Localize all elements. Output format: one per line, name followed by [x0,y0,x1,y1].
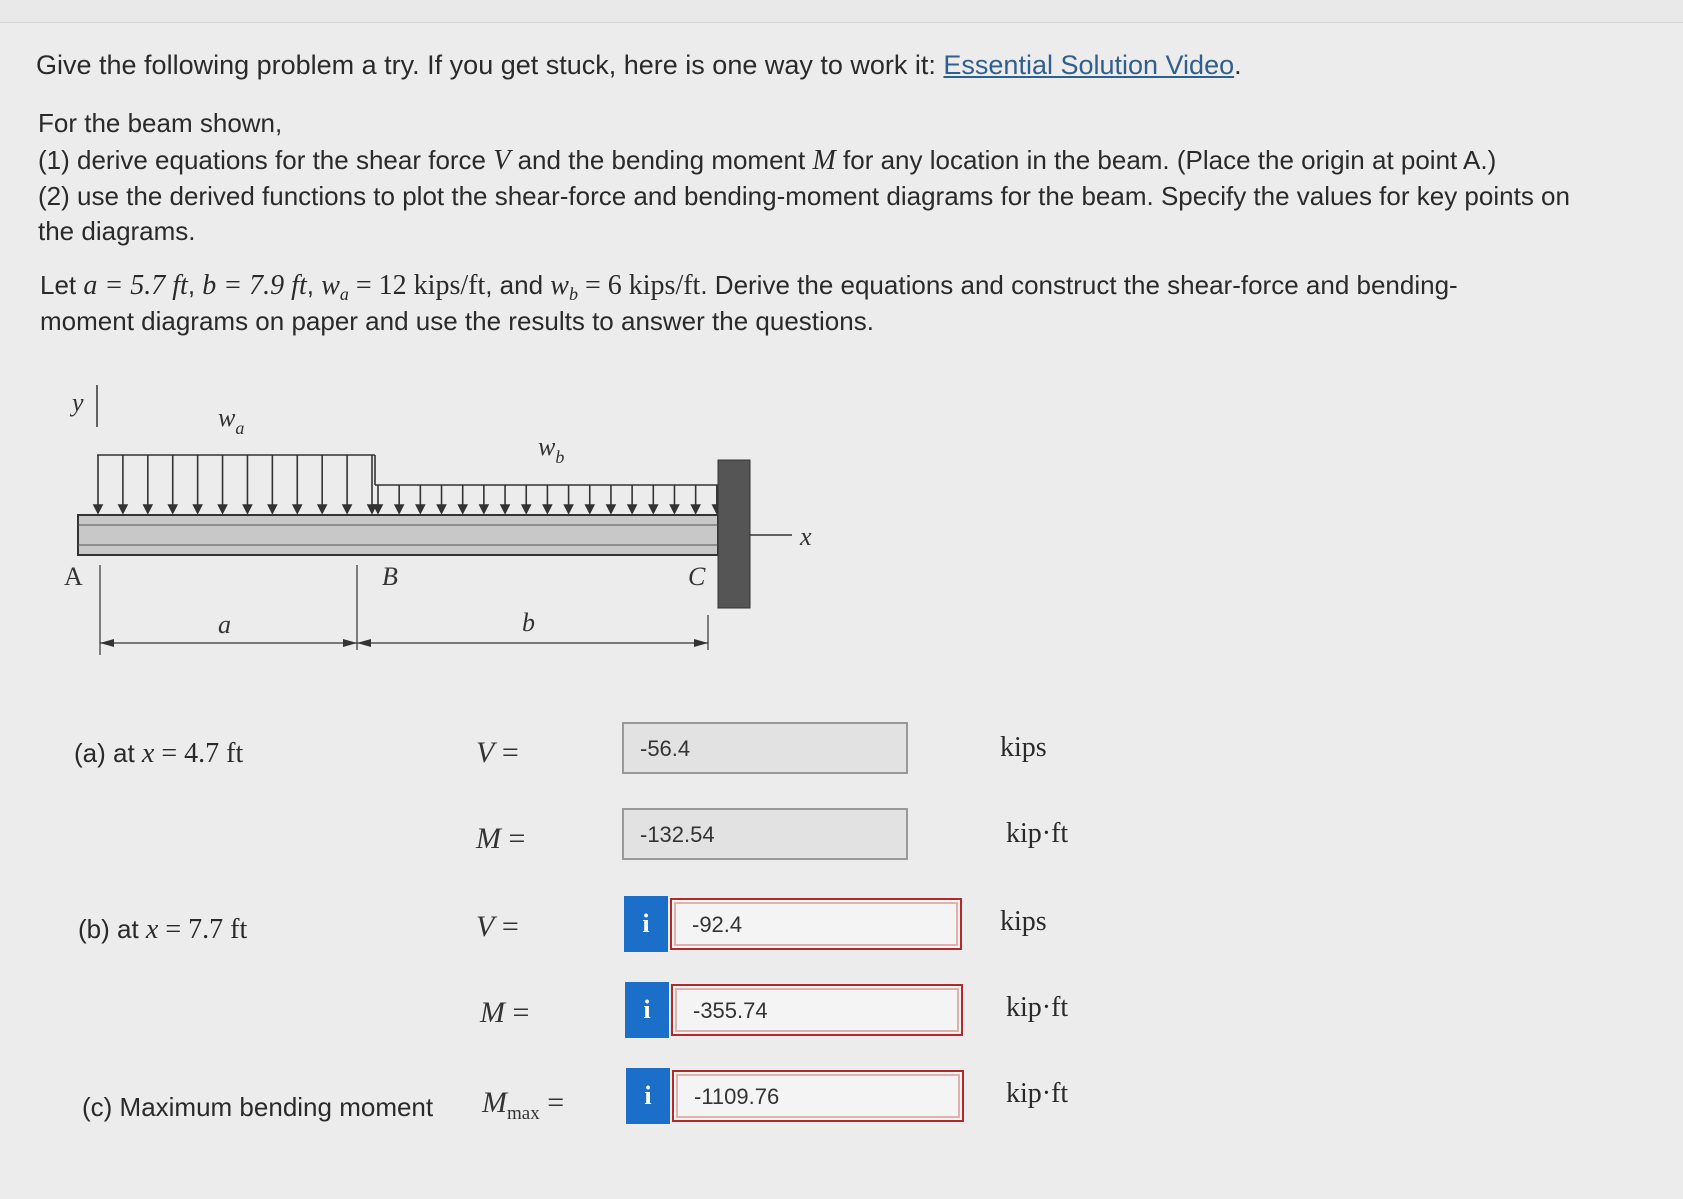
b-M-answer-group [625,982,963,1038]
wb-arrowhead [395,505,403,513]
b-M-label: M = [480,996,530,1029]
step1-V: V [493,145,511,176]
intro-period: . [1234,50,1242,80]
wb-arrowhead [374,505,382,513]
wa-arrowhead [119,505,127,513]
wb-arrowhead [480,505,488,513]
b-M-info-icon[interactable]: i [625,982,669,1038]
wa-arrowhead [318,505,326,513]
given-b: b = 7.9 ft [202,270,307,301]
wb-arrowhead [607,505,615,513]
wb-arrowhead [692,505,700,513]
wb-arrowhead [586,505,594,513]
b-M-unit: kip·ft [1006,992,1069,1023]
c-Mmax-info-icon[interactable]: i [626,1068,670,1124]
wb-arrowhead [649,505,657,513]
wa-arrowhead [144,505,152,513]
given-wa: w [321,270,340,301]
question-b-value: = 7.7 ft [158,914,248,945]
intro-text [36,50,1242,81]
given-values-cont: moment diagrams on paper and use the results to answer the questions. [40,306,874,336]
wb-arrowhead [522,505,530,513]
wb-arrowhead [628,505,636,513]
step1-M: M [812,145,836,176]
step1-text-b: and the bending moment [510,145,813,175]
c-Mmax-answer-input[interactable]: -1109.76 [672,1070,964,1122]
given-wb-value: = 6 kips/ft [577,270,701,301]
a-M-label: M = [476,822,526,855]
wb-label: $w_b$ [538,432,565,467]
a-M-answer[interactable]: -132.54 [622,808,908,860]
b-M-answer-input[interactable]: -355.74 [671,984,963,1036]
question-b-text: (b) at [78,914,146,944]
given-wb: w [550,270,569,301]
problem-step-2-cont: the diagrams. [38,216,196,246]
question-a-value: = 4.7 ft [154,738,244,769]
wb-arrowhead [565,505,573,513]
wa-arrowhead [268,505,276,513]
wa-arrowhead [169,505,177,513]
wa-arrowhead [243,505,251,513]
let-text-b: . Derive the equations and construct the shear-force and bending- [700,270,1458,300]
y-axis-label: y [72,388,84,417]
intro-prompt: Give the following problem a try. If you get stuck, here is one way to work it: [36,50,944,80]
let-comma-2: , [306,270,322,300]
wb-arrowhead [416,505,424,513]
a-V-label: V = [476,736,519,769]
b-V-label: V = [476,910,519,943]
question-b-label [78,914,247,946]
question-a-text: (a) at [74,738,142,768]
let-comma-1: , [187,270,203,300]
let-and: , and [485,270,551,300]
step1-text-a: (1) derive equations for the shear force [38,145,494,175]
given-a: a = 5.7 ft [83,270,188,301]
a-V-unit: kips [1000,732,1047,763]
question-c-label: (c) Maximum bending moment [82,1092,434,1122]
wb-arrowhead [438,505,446,513]
wb-arrowhead [670,505,678,513]
point-C-label: C [688,562,706,591]
step1-text-c: for any location in the beam. (Place the origin at point A.) [835,145,1497,175]
c-Mmax-unit: kip·ft [1006,1078,1069,1109]
b-V-answer-group [624,896,962,952]
problem-step-1 [38,141,1638,180]
point-B-label: B [382,562,398,591]
beam-diagram [60,385,860,685]
wa-arrowhead [343,505,351,513]
wb-arrowhead [501,505,509,513]
wb-arrowhead [543,505,551,513]
x-axis-label: x [800,522,812,551]
fixed-wall [718,460,750,608]
wa-label: $w_a$ [218,403,245,438]
question-b-x: x [145,914,159,945]
load-wa [94,455,376,513]
c-Mmax-label: $M_{max}$ = [482,1086,565,1124]
problem-step-2: (2) use the derived functions to plot the shear-force and bending-moment diagrams for the beam. Specify the values for key points on [38,181,1570,211]
given-wb-sub: b [568,284,578,305]
wa-arrowhead [94,505,102,513]
question-a-x: x [141,738,155,769]
b-V-info-icon[interactable]: i [624,896,668,952]
essential-solution-video-link[interactable]: Essential Solution Video [943,50,1235,80]
dim-b-label: b [522,608,535,637]
given-wa-sub: a [339,284,349,305]
let-text: Let [40,270,84,300]
dim-a-label: a [218,610,231,639]
b-V-unit: kips [1000,906,1047,937]
a-V-answer[interactable]: -56.4 [622,722,908,774]
a-M-unit: kip·ft [1006,818,1069,849]
point-A-label: A [64,562,83,591]
b-V-answer-input[interactable]: -92.4 [670,898,962,950]
question-a-label [74,738,243,770]
beam [78,515,718,555]
wa-arrowhead [219,505,227,513]
wb-arrowhead [459,505,467,513]
c-Mmax-answer-group [626,1068,964,1124]
wa-arrowhead [194,505,202,513]
problem-lead: For the beam shown, [38,108,283,138]
wa-arrowhead [293,505,301,513]
given-wa-value: = 12 kips/ft [348,270,486,301]
